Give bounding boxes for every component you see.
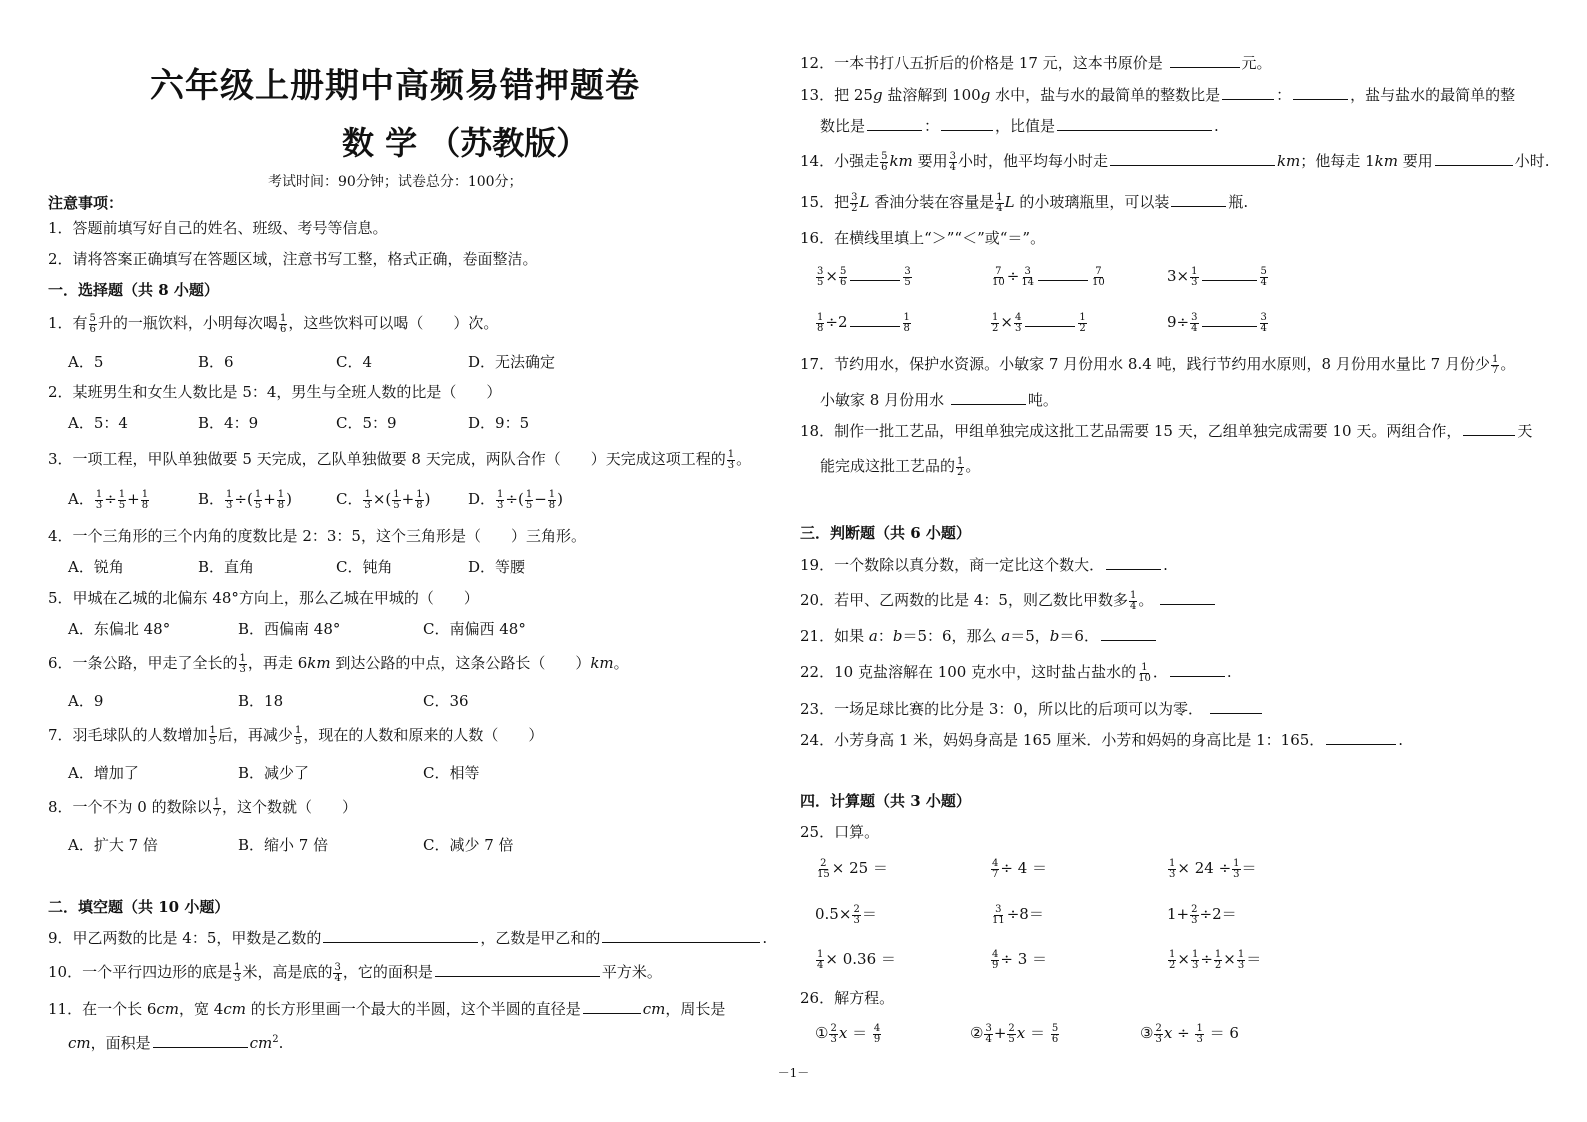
answer-blank[interactable] (1171, 192, 1226, 207)
option-a[interactable]: A．扩大 7 倍 (68, 836, 158, 854)
answer-blank[interactable] (1110, 151, 1275, 166)
question-22: 22．10 克盐溶解在 100 克水中，这时盐占盐水的 $\frac{1}{10}$ ． . (800, 661, 1232, 684)
answer-blank[interactable] (941, 116, 993, 131)
question-5: 5．甲城在乙城的北偏东 48°方向上，那么乙城在甲城的（ ） (48, 589, 479, 607)
option-c[interactable]: C．36 (423, 692, 469, 710)
question-25: 25．口算。 (800, 823, 880, 841)
option-c[interactable]: C．4 (336, 353, 373, 371)
section-1-heading: 一．选择题（共 8 小题） (48, 281, 219, 299)
mental-calc-row-3: $\frac{1}{4}$ × 0.36 ＝ $\frac{4}{9}$ ÷ 3 ＝ $\frac{1}{2}$ × $\frac{1}{3}$ ÷ $\frac{1}{2}$ × $\frac{1}{3}$ ＝ (817, 948, 1262, 971)
option-c[interactable]: C．相等 (423, 764, 480, 782)
question-1: 1．有 $\frac{5}{6}$ 升的一瓶饮料，小明每次喝 $\frac{1}{6}$ ，这些饮料可以喝（ ）次。 (48, 312, 499, 335)
answer-blank[interactable] (1106, 555, 1161, 570)
mental-calc-row-2: 0.5× $\frac{2}{3}$ ＝ $\frac{3}{11}$ ÷8＝ 1+ $\frac{2}{3}$ ÷2＝ (815, 903, 1237, 926)
answer-blank[interactable] (1202, 266, 1257, 281)
question-9: 9．甲乙两数的比是 4：5，甲数是乙数的 ，乙数是甲乙和的 . (48, 929, 768, 947)
page-title: 六年级上册期中高频易错押题卷 (150, 66, 640, 106)
answer-blank[interactable] (1160, 590, 1215, 605)
answer-blank[interactable] (867, 116, 922, 131)
option-a[interactable]: A．东偏北 48° (68, 620, 171, 638)
answer-blank[interactable] (1170, 662, 1225, 677)
question-13-cont: 数比是 ： ，比值是 . (820, 117, 1219, 135)
option-b[interactable]: B． $\frac{1}{3}$ ÷( $\frac{1}{5}$ + $\frac{1}{8}$ ) (198, 488, 293, 511)
option-c[interactable]: C．钝角 (336, 558, 393, 576)
question-10: 10．一个平行四边形的底是 $\frac{1}{3}$ 米，高是底的 $\frac{3}{4}$ ，它的面积是 平方米。 (48, 961, 662, 984)
option-a[interactable]: A．5：4 (68, 414, 128, 432)
option-d[interactable]: D．无法确定 (468, 353, 556, 371)
page-number: －1－ (777, 1066, 810, 1080)
answer-blank[interactable] (1435, 151, 1513, 166)
question-18-cont: 能完成这批工艺品的 $\frac{1}{2}$ 。 (820, 455, 981, 478)
answer-blank[interactable] (583, 999, 641, 1014)
answer-blank[interactable] (435, 962, 600, 977)
answer-blank[interactable] (153, 1033, 248, 1048)
notice-1: 1．答题前填写好自己的姓名、班级、考号等信息。 (48, 219, 388, 237)
question-5-options (68, 619, 526, 639)
option-a[interactable]: A．增加了 (68, 764, 139, 782)
option-c[interactable]: C．南偏西 48° (423, 620, 526, 638)
answer-blank[interactable] (1210, 699, 1262, 714)
option-a[interactable]: A．锐角 (68, 558, 124, 576)
question-3-options (68, 489, 563, 511)
question-6-options (68, 691, 469, 711)
answer-blank[interactable] (1293, 85, 1348, 100)
question-6: 6．一条公路，甲走了全长的 $\frac{1}{3}$ ，再走 6km 到达公路的中点，这条公路长（ ）km。 (48, 652, 629, 675)
question-16: 16．在横线里填上“＞”“＜”或“＝”。 (800, 229, 1046, 247)
page-subtitle: 数 学 （苏教版） (342, 124, 589, 162)
answer-blank[interactable] (951, 390, 1026, 405)
question-8: 8．一个不为 0 的数除以 $\frac{1}{7}$ ，这个数就（ ） (48, 796, 358, 819)
option-b[interactable]: B．减少了 (238, 764, 310, 782)
compare-row-1: $\frac{3}{5}$ × $\frac{5}{6}$ $\frac{3}{5}$ $\frac{7}{10}$ ÷ $\frac{3}{14}$ $\frac{7}{10}$ 3× $\frac{1}{3}$ $\frac{5}{4}$ (817, 265, 1267, 288)
question-4-options (68, 557, 525, 577)
question-11: 11．在一个长 6cm，宽 4cm 的长方形里画一个最大的半圆，这个半圆的直径是 cm，周长是 (48, 1000, 726, 1018)
question-1-options (68, 352, 555, 372)
equation-row: ① $\frac{2}{3}$ x ＝ $\frac{4}{9}$ ② $\frac{3}{4}$ + $\frac{2}{5}$ x ＝ $\frac{5}{6}$ ③ $\frac{2}{3}$ x ÷ $\frac{1}{3}$ ＝ 6 (815, 1022, 1239, 1045)
option-a[interactable]: A．5 (68, 353, 104, 371)
compare-row-2: $\frac{1}{8}$ ÷2 $\frac{1}{8}$ $\frac{1}{2}$ × $\frac{4}{3}$ $\frac{1}{2}$ 9÷ $\frac{3}{4}$ $\frac{3}{4}$ (817, 311, 1267, 334)
answer-blank[interactable] (850, 266, 900, 281)
option-b[interactable]: B．4：9 (198, 414, 259, 432)
question-14: 14．小强走 $\frac{5}{6}$ km 要用 $\frac{3}{4}$ 小时，他平均每小时走 km；他每走 1km 要用 小时. (800, 150, 1550, 173)
answer-blank[interactable] (602, 928, 760, 943)
section-3-heading: 三．判断题（共 6 小题） (800, 524, 971, 542)
mental-calc-row-1: $\frac{2}{15}$ × 25 ＝ $\frac{4}{7}$ ÷ 4 ＝ $\frac{1}{3}$ × 24 ÷ $\frac{1}{3}$ ＝ (817, 857, 1257, 880)
notice-heading: 注意事项： (48, 194, 124, 212)
question-17-cont: 小敏家 8 月份用水 吨。 (820, 391, 1058, 409)
option-b[interactable]: B．西偏南 48° (238, 620, 341, 638)
question-20: 20．若甲、乙两数的比是 4：5，则乙数比甲数多 $\frac{1}{4}$ 。 (800, 590, 1217, 612)
question-11-cont: cm，面积是 $cm^2$. (68, 1034, 284, 1052)
option-c[interactable]: C． $\frac{1}{3}$ ×( $\frac{1}{5}$ + $\frac{1}{8}$ ) (336, 488, 431, 511)
answer-blank[interactable] (1463, 421, 1515, 436)
option-b[interactable]: B．缩小 7 倍 (238, 836, 329, 854)
question-17: 17．节约用水，保护水资源。小敏家 7 月份用水 8.4 吨，践行节约用水原则，8 月份用水量比 7 月份少 $\frac{1}{7}$ 。 (800, 353, 1516, 376)
question-12: 12．一本书打八五折后的价格是 17 元，这本书原价是 元。 (800, 54, 1272, 72)
answer-blank[interactable] (1222, 85, 1274, 100)
question-13: 13．把 25g 盐溶解到 100g 水中，盐与水的最简单的整数比是 ： ，盐与盐水的最简单的整 (800, 86, 1516, 104)
answer-blank[interactable] (1170, 53, 1240, 68)
answer-blank[interactable] (1326, 730, 1396, 745)
question-2-options (68, 413, 529, 433)
answer-blank[interactable] (1101, 626, 1156, 641)
answer-blank[interactable] (1025, 312, 1075, 327)
option-a[interactable]: A．9 (68, 692, 104, 710)
option-d[interactable]: D． $\frac{1}{3}$ ÷( $\frac{1}{5}$ − $\frac{1}{8}$ ) (468, 488, 564, 511)
option-b[interactable]: B．直角 (198, 558, 255, 576)
answer-blank[interactable] (1202, 312, 1257, 327)
question-23: 23．一场足球比赛的比分是 3：0，所以比的后项可以为零． (800, 699, 1264, 719)
question-7: 7．羽毛球队的人数增加 $\frac{1}{5}$ 后，再减少 $\frac{1}{5}$ ，现在的人数和原来的人数（ ） (48, 724, 544, 747)
section-2-heading: 二．填空题（共 10 小题） (48, 898, 230, 916)
option-b[interactable]: B．18 (238, 692, 284, 710)
option-d[interactable]: D．等腰 (468, 558, 526, 576)
answer-blank[interactable] (1057, 116, 1212, 131)
answer-blank[interactable] (1038, 266, 1088, 281)
question-26: 26．解方程。 (800, 989, 895, 1007)
option-a[interactable]: A． $\frac{1}{3}$ ÷ $\frac{1}{5}$ + $\frac{1}{8}$ (68, 488, 149, 511)
exam-info: 考试时间：90分钟；试卷总分：100分； (268, 174, 523, 190)
question-8-options (68, 835, 514, 855)
question-18: 18．制作一批工艺品，甲组单独完成这批工艺品需要 15 天，乙组单独完成需要 10 天。两组合作， 天 (800, 422, 1533, 440)
notice-2: 2．请将答案正确填写在答题区域，注意书写工整，格式正确，卷面整洁。 (48, 250, 538, 268)
option-c[interactable]: C．5：9 (336, 414, 397, 432)
question-4: 4．一个三角形的三个内角的度数比是 2：3：5，这个三角形是（ ）三角形。 (48, 527, 586, 545)
question-7-options (68, 763, 479, 783)
question-21: 21．如果 a：b＝5：6，那么 a＝5，b＝6． (800, 626, 1158, 646)
question-24: 24．小芳身高 1 米，妈妈身高是 165 厘米．小芳和妈妈的身高比是 1：165． . (800, 731, 1404, 749)
answer-blank[interactable] (323, 928, 478, 943)
option-c[interactable]: C．减少 7 倍 (423, 836, 514, 854)
question-3: 3．一项工程，甲队单独做要 5 天完成，乙队单独做要 8 天完成，两队合作（ ）天完成这项工程的 $\frac{1}{3}$ 。 (48, 448, 752, 471)
answer-blank[interactable] (850, 312, 900, 327)
option-d[interactable]: D．9：5 (468, 414, 530, 432)
question-15: 15．把 $\frac{3}{2}$ L 香油分装在容量是 $\frac{1}{4}$ L 的小玻璃瓶里，可以装 瓶. (800, 191, 1249, 214)
option-b[interactable]: B．6 (198, 353, 234, 371)
question-2: 2．某班男生和女生人数比是 5：4，男生与全班人数的比是（ ） (48, 383, 502, 401)
question-19: 19．一个数除以真分数，商一定比这个数大． . (800, 556, 1168, 574)
section-4-heading: 四．计算题（共 3 小题） (800, 792, 971, 810)
